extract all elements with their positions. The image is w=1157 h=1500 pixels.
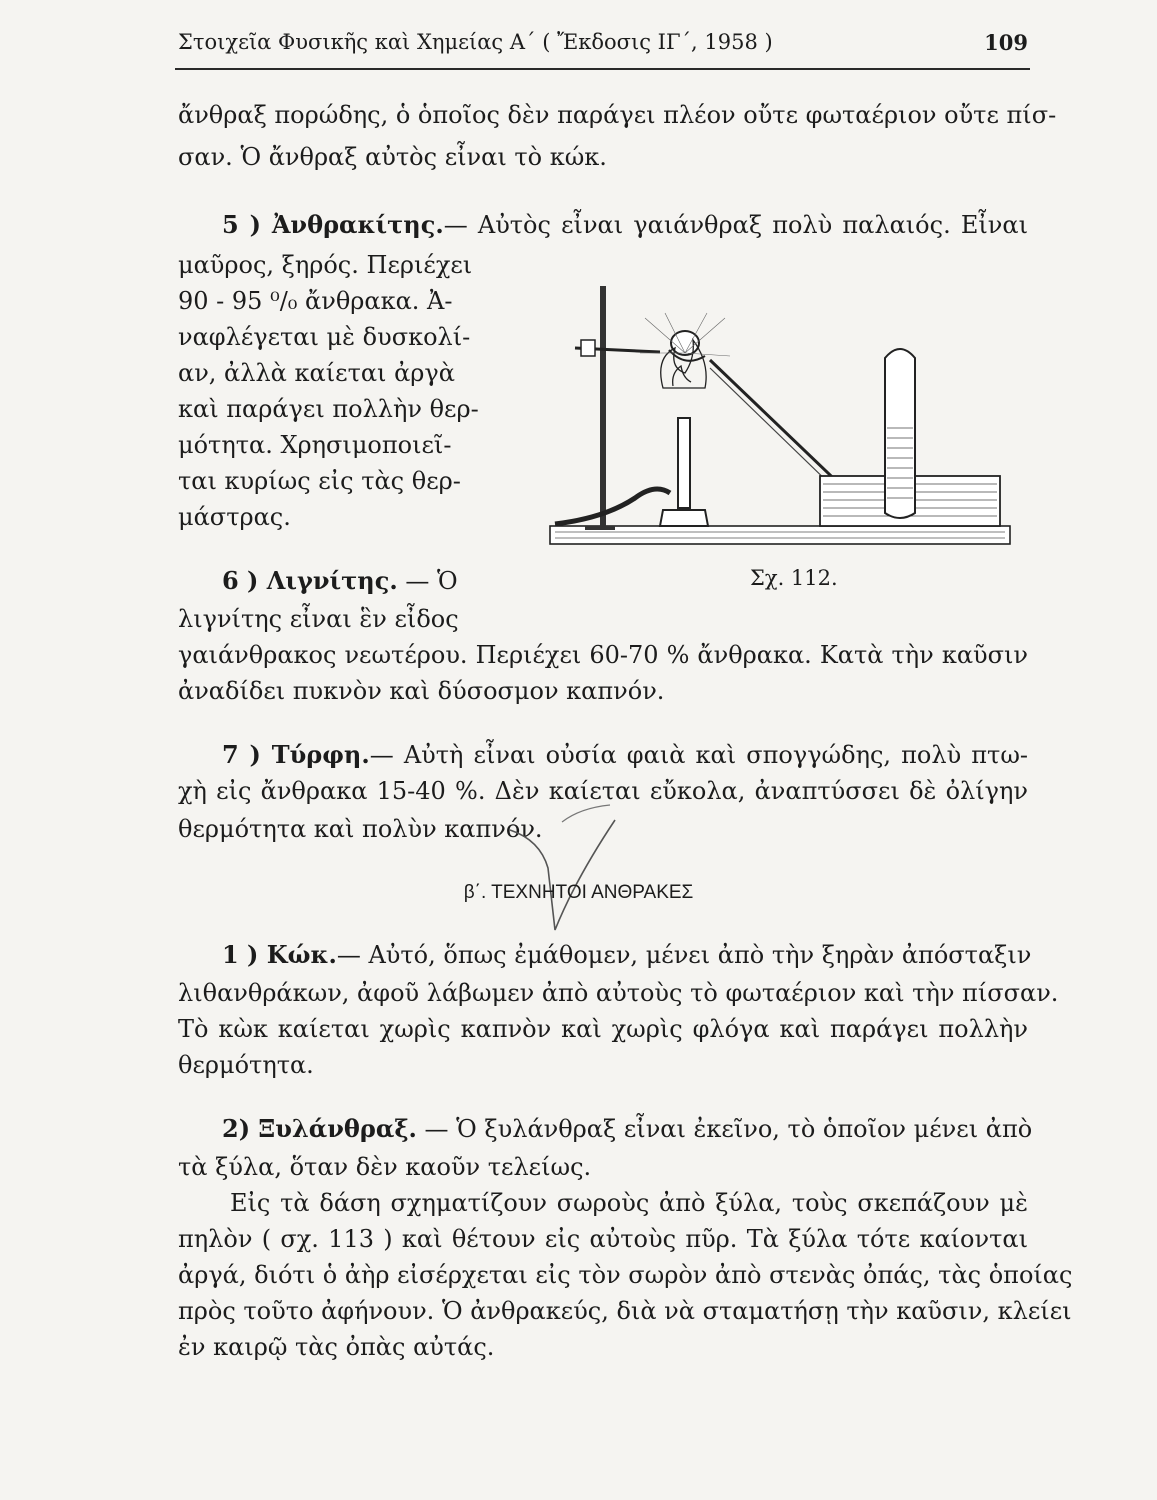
text-line: μαῦρος, ξηρός. Περιέχει (178, 251, 473, 279)
text-run: — Ὁ ξυλάνθραξ εἶναι ἐκεῖνο, τὸ ὁποῖον μένει ἀπὸ (416, 1115, 1033, 1143)
text-line: 90 - 95 ⁰/₀ ἄνθρακα. Ἀ- (178, 287, 453, 315)
page-number: 109 (984, 30, 1028, 55)
text-line: τὰ ξύλα, ὅταν δὲν καοῦν τελείως. (178, 1153, 592, 1181)
running-title: Στοιχεῖα Φυσικῆς καὶ Χημείας Α΄ ( Ἔκδοσις ΙΓ΄, 1958 ) (178, 30, 773, 54)
text-line: λιθανθράκων, ἀφοῦ λάβωμεν ἀπὸ αὐτοὺς τὸ φωταέριον καὶ τὴν πίσσαν. (178, 979, 1059, 1007)
text-line: αν, ἀλλὰ καίεται ἀργὰ (178, 359, 455, 387)
text-line: μότητα. Χρησιμοποιεῖ- (178, 431, 452, 459)
text-line: Τὸ κὼκ καίεται χωρὶς καπνὸν καὶ χωρὶς φλόγα καὶ παράγει πολλὴν (178, 1015, 1028, 1043)
heading-lignite: 6 ) Λιγνίτης. (222, 566, 398, 595)
paragraph-lignite-first-line (222, 566, 458, 596)
text-line: ἐν καιρῷ τὰς ὀπὰς αὐτάς. (178, 1333, 495, 1361)
text-run: — Αὐτὸς εἶναι γαιάνθραξ πολὺ παλαιός. Εἶναι (443, 211, 1028, 239)
text-line: καὶ παράγει πολλὴν θερ- (178, 395, 479, 423)
heading-peat: 7 ) Τύρφη. (222, 740, 370, 769)
text-line: θερμότητα καὶ πολὺν καπνόν. (178, 815, 543, 843)
text-line: σαν. Ὁ ἄνθραξ αὐτὸς εἶναι τὸ κώκ. (178, 143, 607, 171)
paragraph-charcoal-first-line (222, 1114, 1033, 1144)
heading-charcoal: 2) Ξυλάνθραξ. (222, 1114, 417, 1143)
text-line: ἀναδίδει πυκνὸν καὶ δύσοσμον καπνόν. (178, 677, 665, 705)
text-line: ἄνθραξ πορώδης, ὁ ὁποῖος δὲν παράγει πλέον οὔτε φωταέριον οὔτε πίσ- (178, 101, 1057, 129)
figure-caption: Σχ. 112. (750, 566, 838, 590)
text-line: Εἰς τὰ δάση σχηματίζουν σωροὺς ἀπὸ ξύλα, τοὺς σκεπάζουν μὲ (230, 1189, 1028, 1217)
text-line: γαιάνθρακος νεωτέρου. Περιέχει 60-70 % ἄνθρακα. Κατὰ τὴν καῦσιν (178, 641, 1028, 669)
text-line: πρὸς τοῦτο ἀφήνουν. Ὁ ἀνθρακεύς, διὰ νὰ σταματήσῃ τὴν καῦσιν, κλείει (178, 1297, 1072, 1325)
text-line: ναφλέγεται μὲ δυσκολί- (178, 323, 471, 351)
text-run: — Αὐτό, ὅπως ἐμάθομεν, μένει ἀπὸ τὴν ξηρὰν ἀπόσταξιν (336, 941, 1032, 969)
figure-112-apparatus (545, 278, 1015, 553)
text-line: πηλὸν ( σχ. 113 ) καὶ θέτουν εἰς αὐτοὺς πῦρ. Τὰ ξύλα τότε καίονται (178, 1225, 1028, 1253)
paragraph-peat-first-line (222, 740, 1028, 770)
pencil-check-mark (500, 800, 640, 940)
paragraph-anthracite-first-line (222, 210, 1028, 240)
header-rule (175, 68, 1030, 70)
text-line: χὴ εἰς ἄνθρακα 15-40 %. Δὲν καίεται εὔκολα, ἀναπτύσσει δὲ ὀλίγην (178, 777, 1028, 805)
paragraph-coke-first-line (222, 940, 1032, 970)
text-line: λιγνίτης εἶναι ἓν εἶδος (178, 605, 459, 633)
collecting-test-tube (885, 349, 915, 518)
heading-coke: 1 ) Κώκ. (222, 940, 337, 969)
text-line: θερμότητα. (178, 1051, 314, 1079)
running-header (178, 30, 1028, 60)
text-line: ται κυρίως εἰς τὰς θερ- (178, 467, 461, 495)
text-line: ἀργά, διότι ὁ ἀὴρ εἰσέρχεται εἰς τὸν σωρὸν ἀπὸ στενὰς ὀπάς, τὰς ὁποίας (178, 1261, 1073, 1289)
bunsen-burner (555, 418, 708, 526)
text-run: — Ὁ (397, 567, 458, 595)
base-plank (550, 526, 1010, 544)
text-run: — Αὐτὴ εἶναι οὐσία φαιὰ καὶ σπογγώδης, πολὺ πτω- (369, 741, 1028, 769)
heading-anthracite: 5 ) Ἀνθρακίτης. (222, 210, 444, 239)
text-line: μάστρας. (178, 503, 291, 531)
section-heading-artificial-coals: β΄. ΤΕΧΝΗΤΟΙ ΑΝΘΡΑΚΕΣ (463, 882, 694, 903)
